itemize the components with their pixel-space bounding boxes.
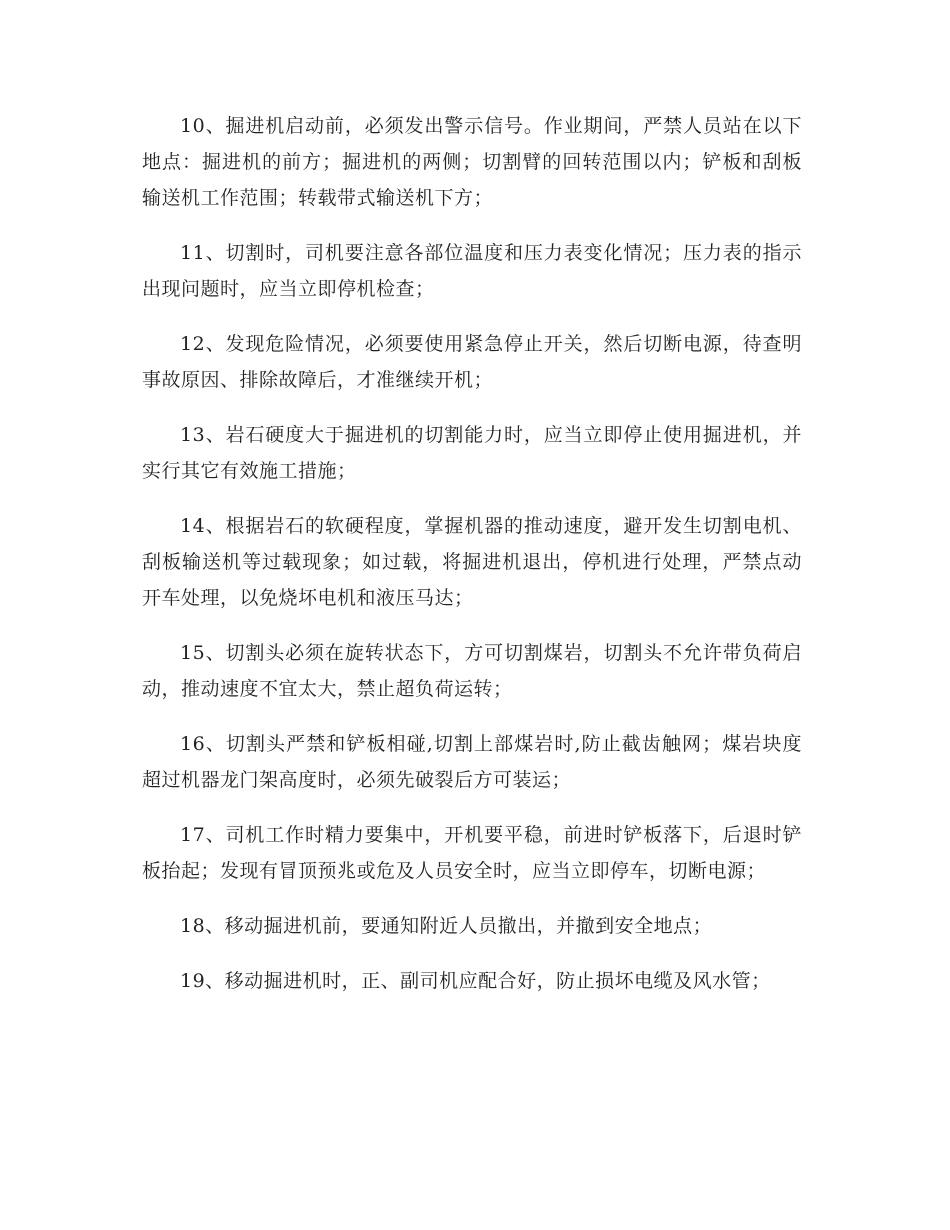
paragraph-item-15: 15、切割头必须在旋转状态下，方可切割煤岩，切割头不允许带负荷启动，推动速度不宜太大，禁止超负荷运转； — [142, 642, 802, 700]
paragraph-item-13: 13、岩石硬度大于掘进机的切割能力时，应当立即停止使用掘进机，并实行其它有效施工措施； — [142, 424, 802, 482]
paragraph-item-17: 17、司机工作时精力要集中，开机要平稳，前进时铲板落下，后退时铲板抬起；发现有冒顶预兆或危及人员安全时，应当立即停车，切断电源； — [142, 824, 802, 882]
paragraph-item-14: 14、根据岩石的软硬程度，掌握机器的推动速度，避开发生切割电机、刮板输送机等过载现象；如过载，将掘进机退出，停机进行处理，严禁点动开车处理，以免烧坏电机和液压马达； — [142, 515, 802, 609]
paragraph-item-16: 16、切割头严禁和铲板相碰,切割上部煤岩时,防止截齿触网；煤岩块度超过机器龙门架高度时，必须先破裂后方可装运； — [142, 733, 802, 791]
paragraph-item-19: 19、移动掘进机时，正、副司机应配合好，防止损坏电缆及风水管； — [180, 970, 771, 992]
paragraph-item-10: 10、掘进机启动前，必须发出警示信号。作业期间，严禁人员站在以下地点：掘进机的前方；掘进机的两侧；切割臂的回转范围以内；铲板和刮板输送机工作范围；转载带式输送机下方； — [142, 115, 802, 209]
paragraph-item-12: 12、发现危险情况，必须要使用紧急停止开关，然后切断电源，待查明事故原因、排除故障后，才准继续开机； — [142, 333, 802, 391]
paragraph-item-18: 18、移动掘进机前，要通知附近人员撤出，并撤到安全地点； — [180, 915, 713, 937]
document-body — [142, 108, 802, 1018]
paragraph-item-11: 11、切割时，司机要注意各部位温度和压力表变化情况；压力表的指示出现问题时，应当立即停机检查； — [142, 242, 802, 300]
